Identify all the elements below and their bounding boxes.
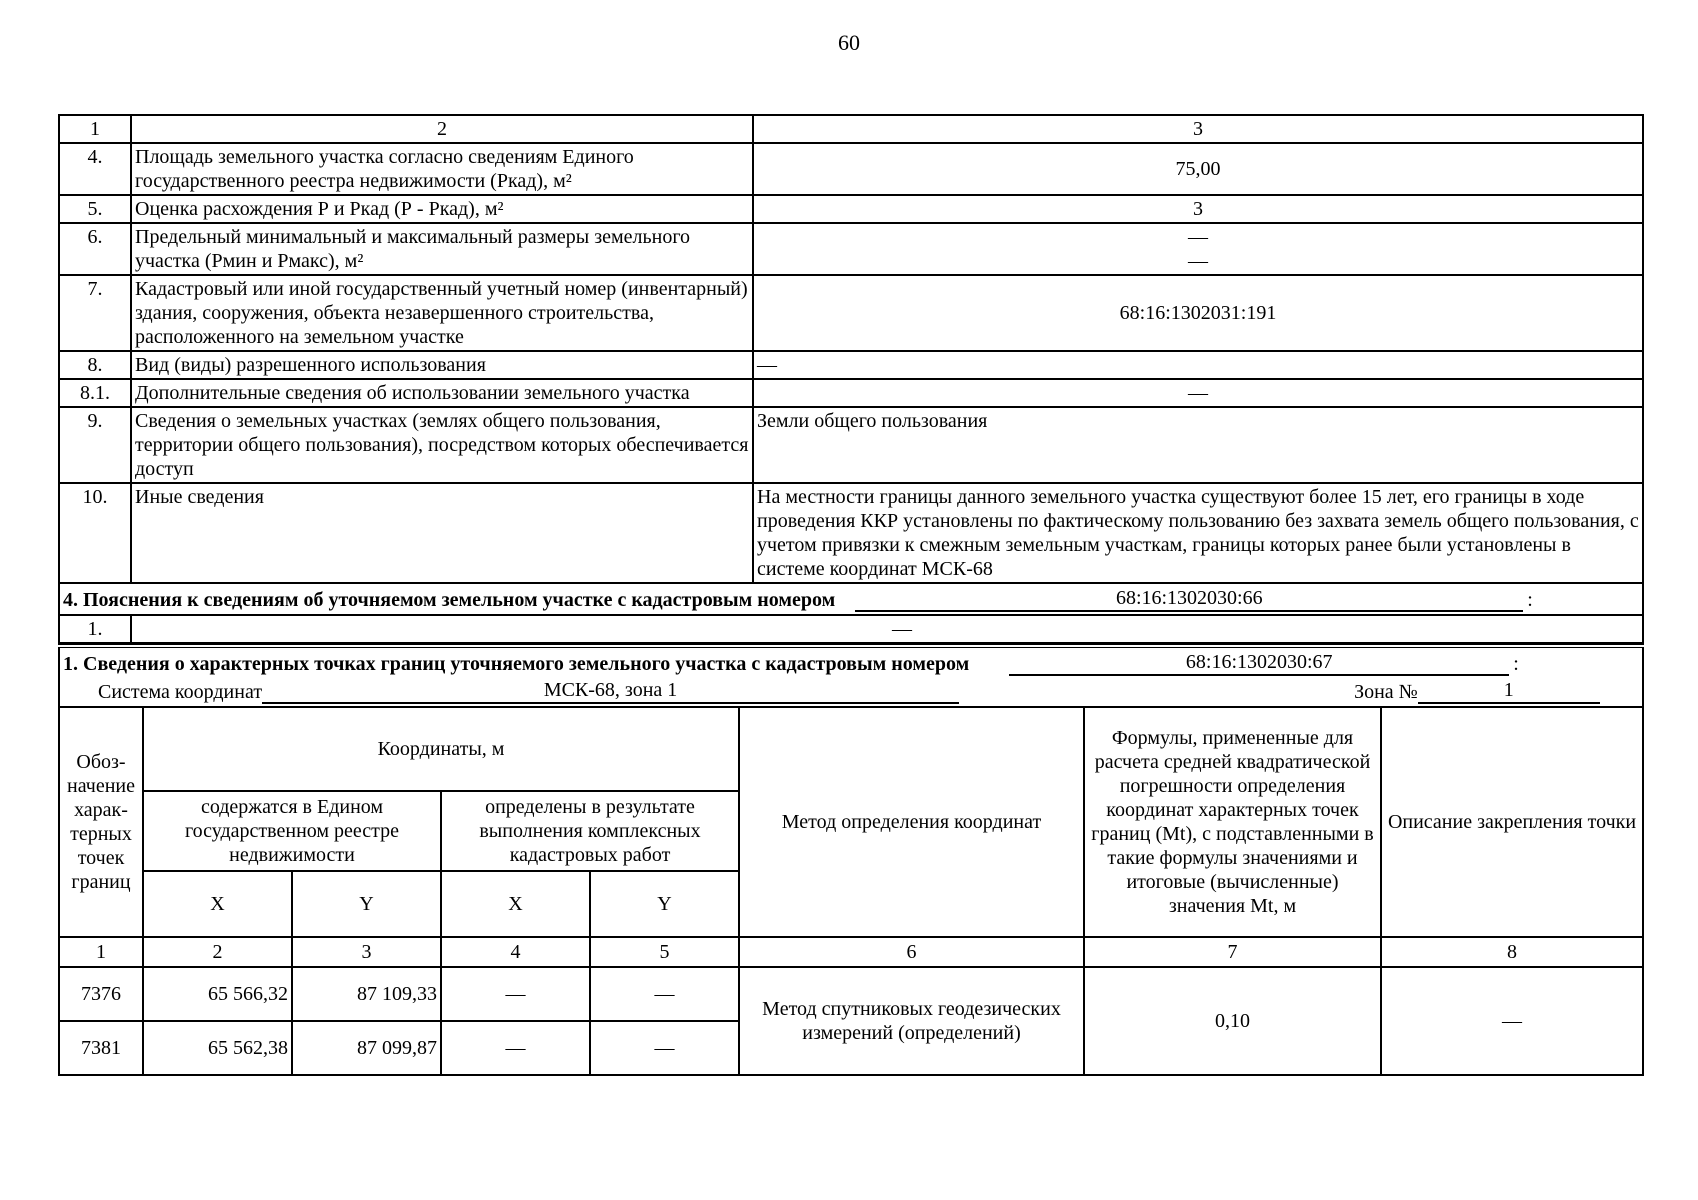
- row-label: Вид (виды) разрешенного использования: [131, 351, 753, 379]
- column-number: 8: [1381, 937, 1643, 967]
- column-number: 2: [143, 937, 292, 967]
- table-row: [59, 407, 1643, 483]
- row-value: —: [753, 351, 1643, 379]
- row-label: Оценка расхождения Р и Ркад (Р - Ркад), м²: [131, 195, 753, 223]
- method-value: Метод спутниковых геодезических измерений (определений): [739, 967, 1084, 1075]
- section1-header-row: [59, 646, 1643, 707]
- kkr-x: —: [441, 1021, 590, 1075]
- row-value: —: [753, 379, 1643, 407]
- egrn-x: 65 566,32: [143, 967, 292, 1021]
- table-row: [59, 143, 1643, 195]
- method-header: Метод определения координат: [739, 707, 1084, 937]
- point-id: 7376: [59, 967, 143, 1021]
- row-value: 68:16:1302031:191: [753, 275, 1643, 351]
- row-value: На местности границы данного земельного участка существуют более 15 лет, его границы в ходе проведения ККР установлены по фактическому пользованию без захвата земель общего пользования, с учетом привязки к смежным земельным участкам, границы которых ранее были установлены в системе координат МСК-68: [753, 483, 1643, 583]
- mt-value: 0,10: [1084, 967, 1381, 1075]
- point-designation-header: Обоз-начение харак-терных точек границ: [59, 707, 143, 937]
- row-value: 3: [753, 195, 1643, 223]
- zone-value: 1: [1418, 678, 1600, 704]
- table-row: [59, 195, 1643, 223]
- row-number: 8.1.: [59, 379, 131, 407]
- egrn-y: 87 109,33: [292, 967, 441, 1021]
- section4-header-row: [59, 583, 1643, 615]
- row-value: 75,00: [753, 143, 1643, 195]
- section1-title: 1. Сведения о характерных точках границ уточняемого земельного участка с кадастровым номером: [63, 653, 970, 675]
- boundary-points-table: [58, 644, 1644, 1076]
- section1-cadastral-number: 68:16:1302030:67: [1009, 650, 1509, 676]
- row-label: Сведения о земельных участках (землях общего пользования, территории общего пользования), посредством которых обеспечивается доступ: [131, 407, 753, 483]
- document-body: [58, 114, 1644, 1076]
- page-number: 60: [838, 30, 860, 55]
- column-number: 6: [739, 937, 1084, 967]
- row-number: 1.: [59, 615, 131, 643]
- section4-colon: :: [1527, 589, 1533, 611]
- row-number: 6.: [59, 223, 131, 275]
- min-size-value: —: [1188, 226, 1208, 248]
- section4-row: [59, 615, 1643, 643]
- row-value: [753, 223, 1643, 275]
- row-value: Земли общего пользования: [753, 407, 1643, 483]
- row-number: 9.: [59, 407, 131, 483]
- table-row: [59, 967, 1643, 1021]
- header-row-1: [59, 707, 1643, 791]
- row-label: Предельный минимальный и максимальный размеры земельного участка (Рмин и Рмакс), м²: [131, 223, 753, 275]
- section4-header: [59, 583, 1643, 615]
- header-cell: 3: [753, 115, 1643, 143]
- fixing-header: Описание закрепления точки: [1381, 707, 1643, 937]
- max-size-value: —: [1188, 250, 1208, 272]
- column-number: 4: [441, 937, 590, 967]
- column-number: 3: [292, 937, 441, 967]
- header-cell: 1: [59, 115, 131, 143]
- row-number: 10.: [59, 483, 131, 583]
- table-row: [59, 275, 1643, 351]
- kkr-x: —: [441, 967, 590, 1021]
- row-number: 5.: [59, 195, 131, 223]
- zone-label: Зона №: [1354, 681, 1418, 703]
- column-number-row: [59, 937, 1643, 967]
- y-header: Y: [292, 871, 441, 937]
- section1-colon: :: [1513, 653, 1519, 675]
- section4-title: 4. Пояснения к сведениям об уточняемом земельном участке с кадастровым номером: [63, 589, 836, 611]
- column-number: 5: [590, 937, 739, 967]
- egrn-y: 87 099,87: [292, 1021, 441, 1075]
- table-row: [59, 223, 1643, 275]
- x-header: X: [441, 871, 590, 937]
- table-header-row: [59, 115, 1643, 143]
- section4-cadastral-number: 68:16:1302030:66: [855, 586, 1523, 612]
- point-id: 7381: [59, 1021, 143, 1075]
- row-number: 4.: [59, 143, 131, 195]
- egrn-x: 65 562,38: [143, 1021, 292, 1075]
- row-label: Дополнительные сведения об использовании земельного участка: [131, 379, 753, 407]
- column-number: 1: [59, 937, 143, 967]
- table-row: [59, 351, 1643, 379]
- column-number: 7: [1084, 937, 1381, 967]
- formulas-header: Формулы, примененные для расчета средней квадратической погрешности определения координат характерных точек границ (Mt), с подставленными в такие формулы значениями и итоговые (вычисленные) значения Mt, м: [1084, 707, 1381, 937]
- egrn-coordinates-header: содержатся в Едином государственном реестре недвижимости: [143, 791, 441, 871]
- section1-header: [59, 646, 1643, 707]
- kkr-y: —: [590, 1021, 739, 1075]
- fixing-value: —: [1381, 967, 1643, 1075]
- row-number: 7.: [59, 275, 131, 351]
- row-value: —: [131, 615, 1643, 643]
- table-row: [59, 483, 1643, 583]
- coordinate-system-value: МСК-68, зона 1: [262, 678, 959, 704]
- y-header: Y: [590, 871, 739, 937]
- coordinate-system-label: Система координат: [98, 681, 263, 703]
- kkr-coordinates-header: определены в результате выполнения комплексных кадастровых работ: [441, 791, 739, 871]
- parcel-info-table: [58, 114, 1644, 644]
- table-row: [59, 379, 1643, 407]
- kkr-y: —: [590, 967, 739, 1021]
- row-label: Кадастровый или иной государственный учетный номер (инвентарный) здания, сооружения, объекта незавершенного строительства, расположенного на земельном участке: [131, 275, 753, 351]
- coordinates-header: Координаты, м: [143, 707, 739, 791]
- header-cell: 2: [131, 115, 753, 143]
- row-label: Площадь земельного участка согласно сведениям Единого государственного реестра недвижимости (Ркад), м²: [131, 143, 753, 195]
- x-header: X: [143, 871, 292, 937]
- row-number: 8.: [59, 351, 131, 379]
- row-label: Иные сведения: [131, 483, 753, 583]
